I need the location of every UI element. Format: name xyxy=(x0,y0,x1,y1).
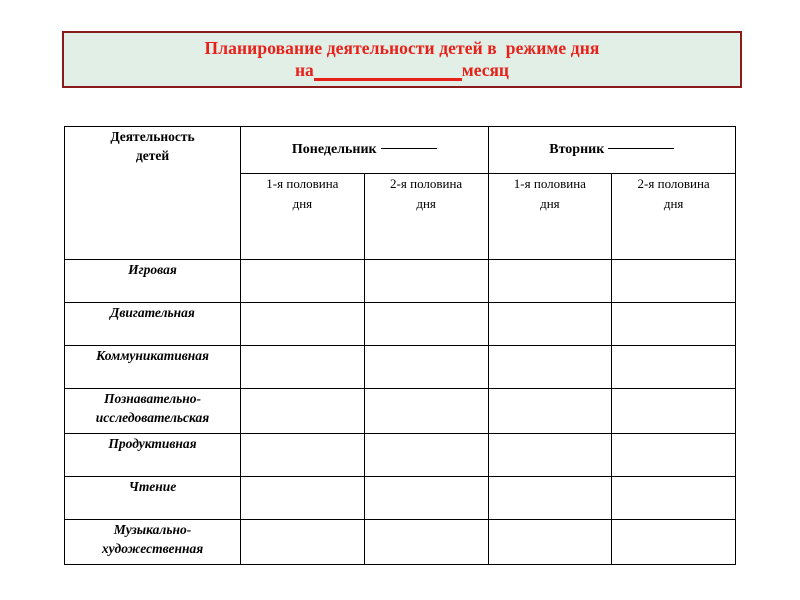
half-header-line-2: дня xyxy=(540,196,560,211)
row-header-poznavatelno-issledovatelskaya xyxy=(65,389,241,434)
cell-muzykalnaya-monday-first[interactable] xyxy=(241,520,365,565)
half-header-line-2: дня xyxy=(292,196,313,211)
half-header-line-2: дня xyxy=(416,196,436,211)
cell-dvigatelnaya-monday-second[interactable] xyxy=(364,303,488,346)
row-header-chtenie xyxy=(65,477,241,520)
cell-muzykalnaya-monday-second[interactable] xyxy=(364,520,488,565)
table-row xyxy=(65,477,736,520)
cell-chtenie-tuesday-first[interactable] xyxy=(488,477,612,520)
row-label-line-1: Игровая xyxy=(128,262,177,277)
table-row xyxy=(65,520,736,565)
cell-igrovaya-tuesday-first[interactable] xyxy=(488,260,612,303)
cell-poznavatelnaya-tuesday-second[interactable] xyxy=(612,389,736,434)
cell-chtenie-monday-first[interactable] xyxy=(241,477,365,520)
cell-produktivnaya-tuesday-second[interactable] xyxy=(612,434,736,477)
row-label-line-1: Познавательно- xyxy=(103,391,202,406)
table-body xyxy=(65,260,736,565)
cell-igrovaya-tuesday-second[interactable] xyxy=(612,260,736,303)
half-header-line-1: 1-я половина xyxy=(266,176,339,191)
cell-dvigatelnaya-monday-first[interactable] xyxy=(241,303,365,346)
column-header-monday-second-half xyxy=(364,174,488,260)
cell-kommunikativnaya-tuesday-second[interactable] xyxy=(612,346,736,389)
cell-poznavatelnaya-monday-first[interactable] xyxy=(241,389,365,434)
cell-kommunikativnaya-monday-second[interactable] xyxy=(364,346,488,389)
column-header-tuesday-second-half xyxy=(612,174,736,260)
row-label-line-1: Коммуникативная xyxy=(96,348,209,363)
column-header-tuesday-first-half xyxy=(488,174,612,260)
column-header-day-monday xyxy=(241,127,489,174)
column-header-activity-line-1: Деятельность xyxy=(110,129,195,144)
cell-produktivnaya-tuesday-first[interactable] xyxy=(488,434,612,477)
row-header-dvigatelnaya xyxy=(65,303,241,346)
cell-igrovaya-monday-second[interactable] xyxy=(364,260,488,303)
row-label-line-1: Музыкально- xyxy=(113,522,192,537)
cell-poznavatelnaya-monday-second[interactable] xyxy=(364,389,488,434)
monday-date-blank[interactable] xyxy=(381,147,437,149)
row-label-line-1: Двигательная xyxy=(110,305,195,320)
column-header-activity-line-2: детей xyxy=(135,148,170,163)
day-label-monday: Понедельник xyxy=(291,142,377,157)
row-header-produktivnaya xyxy=(65,434,241,477)
month-blank-field[interactable] xyxy=(314,61,462,82)
cell-poznavatelnaya-tuesday-first[interactable] xyxy=(488,389,612,434)
column-header-day-tuesday xyxy=(488,127,736,174)
table-row xyxy=(65,389,736,434)
page-title-line-1: Планирование деятельности детей в режиме дня xyxy=(204,38,600,58)
table-row xyxy=(65,434,736,477)
title-banner xyxy=(62,31,742,88)
cell-produktivnaya-monday-first[interactable] xyxy=(241,434,365,477)
cell-kommunikativnaya-monday-first[interactable] xyxy=(241,346,365,389)
half-header-line-1: 2-я половина xyxy=(390,176,463,191)
page-title-line-2 xyxy=(295,59,509,81)
table-row xyxy=(65,346,736,389)
row-label-line-2: художественная xyxy=(101,541,204,556)
cell-kommunikativnaya-tuesday-first[interactable] xyxy=(488,346,612,389)
half-header-line-1: 2-я половина xyxy=(637,176,710,191)
table-header xyxy=(65,127,736,260)
tuesday-date-blank[interactable] xyxy=(608,147,674,149)
column-header-activity xyxy=(65,127,241,260)
row-label-line-1: Продуктивная xyxy=(108,436,197,451)
page-title-month-prefix: на xyxy=(294,60,314,80)
day-label-tuesday: Вторник xyxy=(549,142,605,157)
cell-produktivnaya-monday-second[interactable] xyxy=(364,434,488,477)
row-header-muzykalno-hudozhestvennaya xyxy=(65,520,241,565)
cell-muzykalnaya-tuesday-first[interactable] xyxy=(488,520,612,565)
row-label-line-1: Чтение xyxy=(128,479,177,494)
page-title-month-suffix: месяц xyxy=(461,60,510,80)
half-header-line-1: 1-я половина xyxy=(513,176,586,191)
cell-dvigatelnaya-tuesday-first[interactable] xyxy=(488,303,612,346)
row-header-igrovaya xyxy=(65,260,241,303)
row-header-kommunikativnaya xyxy=(65,346,241,389)
half-header-line-2: дня xyxy=(663,196,684,211)
table-header-row-days xyxy=(65,127,736,174)
cell-chtenie-monday-second[interactable] xyxy=(364,477,488,520)
cell-igrovaya-monday-first[interactable] xyxy=(241,260,365,303)
table-row xyxy=(65,260,736,303)
cell-chtenie-tuesday-second[interactable] xyxy=(612,477,736,520)
cell-muzykalnaya-tuesday-second[interactable] xyxy=(612,520,736,565)
row-label-line-2: исследовательская xyxy=(95,410,210,425)
planning-table xyxy=(64,126,736,565)
column-header-monday-first-half xyxy=(241,174,365,260)
cell-dvigatelnaya-tuesday-second[interactable] xyxy=(612,303,736,346)
table-row xyxy=(65,303,736,346)
